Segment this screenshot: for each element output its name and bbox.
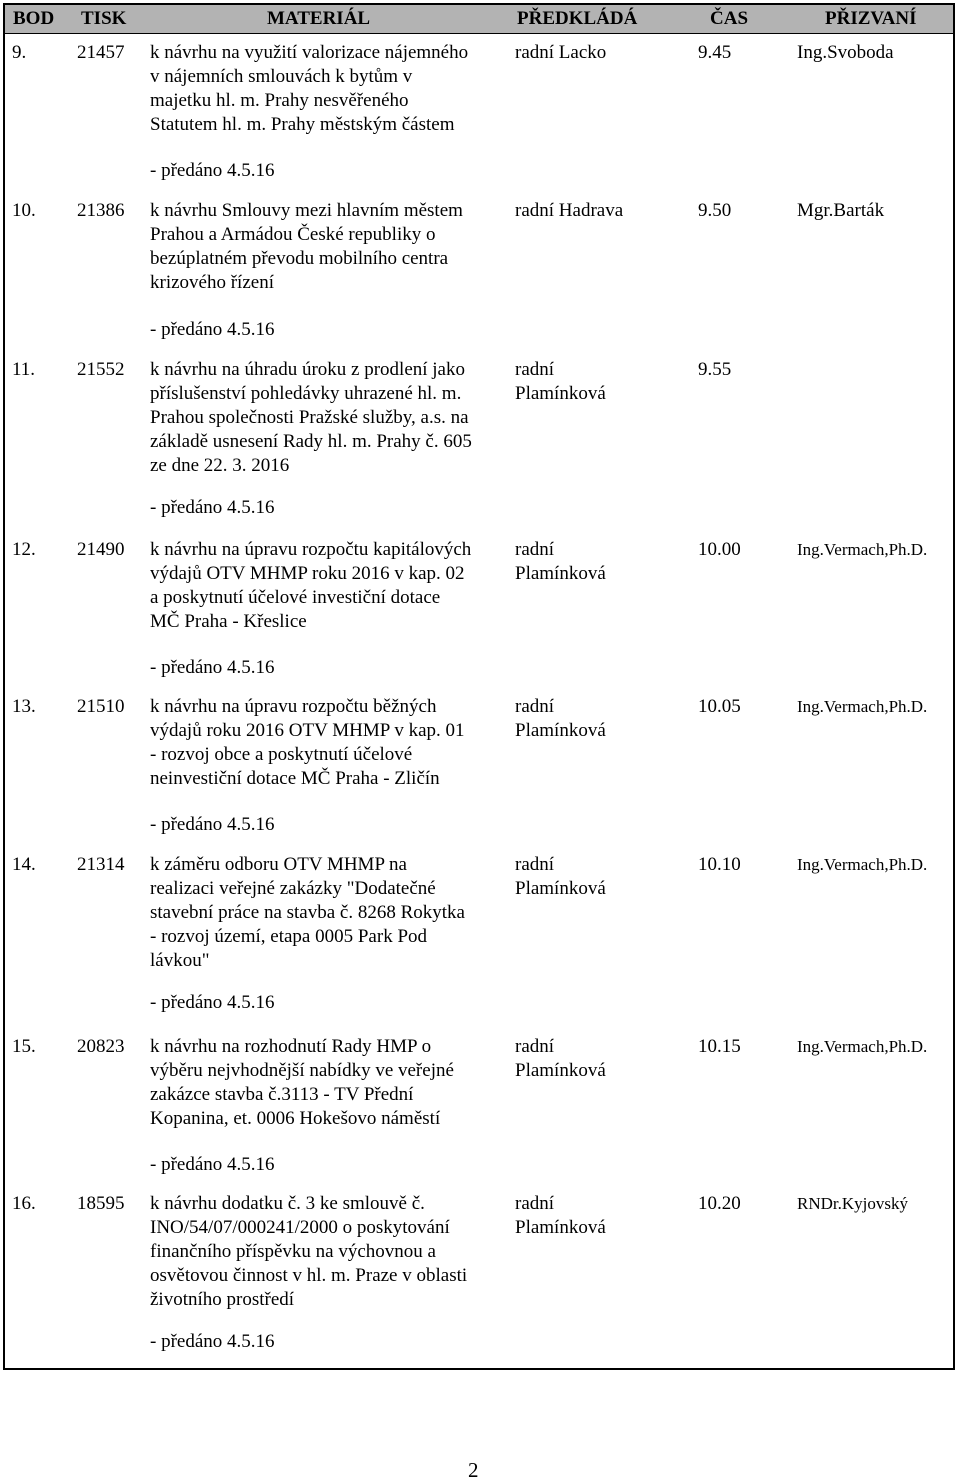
presenter (515, 695, 655, 743)
material-line: Prahou společnosti Pražské služby, a.s. na (150, 407, 469, 428)
presenter (515, 853, 655, 901)
invited: Ing.Vermach,Ph.D. (797, 1037, 928, 1056)
presenter-line: radní (515, 539, 555, 560)
presenter (515, 538, 655, 586)
material-line: Statutem hl. m. Prahy městským částem (150, 114, 455, 135)
print-number: 18595 (77, 1193, 125, 1214)
print-number: 21457 (77, 42, 125, 63)
presenter-line: Plamínková (515, 1217, 606, 1238)
item-number: 13. (12, 696, 36, 717)
material-text (150, 695, 510, 791)
header-material: MATERIÁL (267, 8, 371, 29)
header-bod: BOD (13, 8, 55, 29)
material-line: a poskytnutí účelové investiční dotace (150, 587, 441, 608)
material-text (150, 199, 510, 295)
material-line: krizového řízení (150, 272, 274, 293)
material-line: INO/54/07/000241/2000 o poskytování (150, 1217, 450, 1238)
material-line: stavební práce na stavba č. 8268 Rokytka (150, 902, 465, 923)
presenter (515, 1192, 655, 1240)
material-line: osvětovou činnost v hl. m. Praze v oblasti (150, 1265, 468, 1286)
invited: Ing.Vermach,Ph.D. (797, 697, 928, 716)
material-line: neinvestiční dotace MČ Praha - Zličín (150, 768, 440, 789)
print-number: 21314 (77, 854, 125, 875)
header-prizvani: PŘIZVANÍ (825, 8, 917, 29)
presenter-line: Plamínková (515, 563, 606, 584)
material-line: k návrhu na využití valorizace nájemného (150, 42, 469, 63)
material-line: realizaci veřejné zakázky "Dodatečné (150, 878, 436, 899)
material-line: Kopanina, et. 0006 Hokešovo náměstí (150, 1108, 441, 1129)
material-line: výběru nejvhodnější nabídky ve veřejné (150, 1060, 454, 1081)
material-line: k návrhu Smlouvy mezi hlavním městem (150, 200, 463, 221)
time: 10.15 (698, 1036, 741, 1057)
delivered-note: - předáno 4.5.16 (150, 992, 275, 1013)
delivered-note: - předáno 4.5.16 (150, 319, 275, 340)
material-line: příslušenství pohledávky uhrazené hl. m. (150, 383, 462, 404)
presenter-line: radní Hadrava (515, 200, 624, 221)
delivered-note: - předáno 4.5.16 (150, 814, 275, 835)
invited: Ing.Svoboda (797, 42, 894, 63)
presenter-line: Plamínková (515, 1060, 606, 1081)
header-cas: ČAS (710, 8, 749, 29)
material-line: k návrhu na úhradu úroku z prodlení jako (150, 359, 465, 380)
presenter-line: radní (515, 359, 555, 380)
invited: RNDr.Kyjovský (797, 1194, 908, 1213)
print-number: 21386 (77, 200, 125, 221)
presenter-line: radní Lacko (515, 42, 607, 63)
material-line: životního prostředí (150, 1289, 295, 1310)
presenter-line: radní (515, 854, 555, 875)
agenda-table (3, 3, 955, 1370)
presenter-line: Plamínková (515, 878, 606, 899)
material-line: - rozvoj území, etapa 0005 Park Pod (150, 926, 428, 947)
print-number: 21552 (77, 359, 125, 380)
material-line: - rozvoj obce a poskytnutí účelové (150, 744, 413, 765)
material-line: k záměru odboru OTV MHMP na (150, 854, 407, 875)
time: 10.05 (698, 696, 741, 717)
material-line: k návrhu na rozhodnutí Rady HMP o (150, 1036, 432, 1057)
page-number: 2 (468, 1458, 479, 1482)
material-line: výdajů roku 2016 OTV MHMP v kap. 01 (150, 720, 465, 741)
material-line: ze dne 22. 3. 2016 (150, 455, 290, 476)
time: 10.20 (698, 1193, 741, 1214)
item-number: 16. (12, 1193, 36, 1214)
material-line: zakázce stavba č.3113 - TV Přední (150, 1084, 414, 1105)
presenter (515, 1035, 655, 1083)
material-line: bezúplatném převodu mobilního centra (150, 248, 449, 269)
print-number: 20823 (77, 1036, 125, 1057)
presenter-line: Plamínková (515, 720, 606, 741)
material-text (150, 1035, 510, 1131)
material-line: finančního příspěvku na výchovnou a (150, 1241, 436, 1262)
invited: Ing.Vermach,Ph.D. (797, 540, 928, 559)
material-line: k návrhu na úpravu rozpočtu běžných (150, 696, 437, 717)
time: 9.55 (698, 359, 732, 380)
time: 9.45 (698, 42, 732, 63)
print-number: 21510 (77, 696, 125, 717)
presenter-line: radní (515, 1193, 555, 1214)
item-number: 12. (12, 539, 36, 560)
material-text (150, 853, 510, 973)
material-line: v nájemních smlouvách k bytům v (150, 66, 413, 87)
time: 10.00 (698, 539, 741, 560)
presenter-line: radní (515, 1036, 555, 1057)
time: 9.50 (698, 200, 732, 221)
presenter (515, 41, 655, 65)
delivered-note: - předáno 4.5.16 (150, 657, 275, 678)
header-predklada: PŘEDKLÁDÁ (517, 8, 638, 29)
material-text (150, 1192, 510, 1312)
delivered-note: - předáno 4.5.16 (150, 1331, 275, 1352)
material-line: k návrhu na úpravu rozpočtu kapitálových (150, 539, 472, 560)
material-line: k návrhu dodatku č. 3 ke smlouvě č. (150, 1193, 425, 1214)
material-line: lávkou" (150, 950, 210, 971)
delivered-note: - předáno 4.5.16 (150, 160, 275, 181)
invited: Ing.Vermach,Ph.D. (797, 855, 928, 874)
material-line: výdajů OTV MHMP roku 2016 v kap. 02 (150, 563, 465, 584)
material-line: majetku hl. m. Prahy nesvěřeného (150, 90, 409, 111)
invited: Mgr.Barták (797, 200, 885, 221)
item-number: 15. (12, 1036, 36, 1057)
presenter-line: radní (515, 696, 555, 717)
material-line: Prahou a Armádou České republiky o (150, 224, 436, 245)
item-number: 10. (12, 200, 36, 221)
item-number: 11. (12, 359, 36, 380)
item-number: 14. (12, 854, 36, 875)
print-number: 21490 (77, 539, 125, 560)
material-text (150, 358, 510, 478)
presenter-line: Plamínková (515, 383, 606, 404)
header-tisk: TISK (81, 8, 127, 29)
time: 10.10 (698, 854, 741, 875)
presenter (515, 358, 655, 406)
item-number: 9. (12, 42, 27, 63)
material-text (150, 538, 510, 634)
material-text (150, 41, 510, 137)
material-line: základě usnesení Rady hl. m. Prahy č. 605 (150, 431, 472, 452)
presenter (515, 199, 655, 223)
material-line: MČ Praha - Křeslice (150, 611, 307, 632)
table-header (5, 5, 953, 34)
delivered-note: - předáno 4.5.16 (150, 1154, 275, 1175)
delivered-note: - předáno 4.5.16 (150, 497, 275, 518)
